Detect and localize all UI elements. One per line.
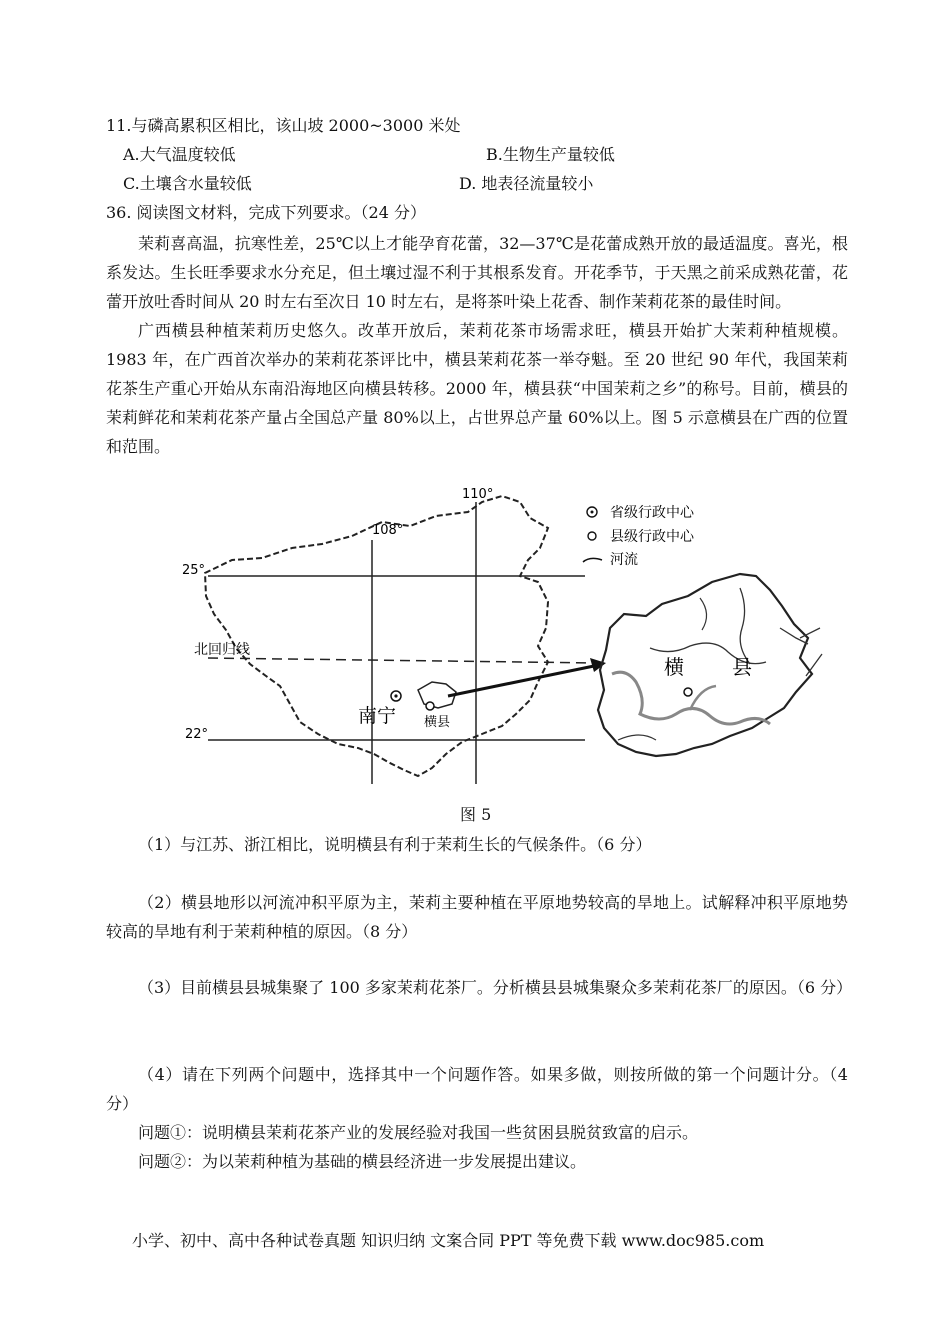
- inset-label-heng: 横: [664, 655, 684, 679]
- sub-question-2: （2）横县地形以河流冲积平原为主，茉莉主要种植在平原地势较高的旱地上。试解释冲积平原地势较高的旱地有利于茉莉种植的原因。（8 分）: [106, 893, 848, 941]
- q36-material: [106, 229, 848, 461]
- sub-question-4: （4）请在下列两个问题中，选择其中一个问题作答。如果多做，则按所做的第一个问题计分。（4 分） 问题①：说明横县茉莉花茶产业的发展经验对我国一些贫困县脱贫致富的启示。 问题②：为以茉莉种植为基础的横县经济进一步发展提出建议。: [106, 1060, 848, 1176]
- page-footer: 小学、初中、高中各种试卷真题 知识归纳 文案合同 PPT 等免费下载 www.doc985.com: [132, 1231, 765, 1250]
- q36-title: 36. 阅读图文材料，完成下列要求。（24 分）: [106, 203, 426, 222]
- inset-label-xian: 县: [732, 655, 752, 679]
- lat-25-label: 25°: [182, 563, 206, 578]
- q11-option-d: D. 地表径流量较小: [459, 174, 594, 193]
- material-paragraph-1: 茉莉喜高温，抗寒性差，25℃以上才能孕育花蕾，32—37℃是花蕾成熟开放的最适温度。喜光，根系发达。生长旺季要求水分充足，但土壤过湿不利于其根系发育。开花季节，于天黑之前采成熟花蕾，花蕾开放吐香时间从 20 时左右至次日 10 时左右，是将茶叶染上花香、制作茉莉花茶的最佳时间。: [106, 234, 848, 311]
- lon-110-label: 110°: [462, 487, 494, 502]
- figure-5-map: [0, 478, 950, 808]
- legend-provincial-label: 省级行政中心: [610, 505, 694, 521]
- nanning-label: 南宁: [358, 705, 397, 727]
- material-paragraph-2: 广西横县种植茉莉历史悠久。改革开放后，茉莉花茶市场需求旺，横县开始扩大茉莉种植规模。1983 年，在广西首次举办的茉莉花茶评比中，横县茉莉花茶一举夺魁。至 20 世纪 90 年代，我国茉莉花茶生产重心开始从东南沿海地区向横县转移。2000 年，横县获“中国茉莉之乡”的称号。目前，横县的茉莉鲜花和茉莉花茶产量占全国总产量 80%以上，占世界总产量 60%以上。图 5 示意横县在广西的位置和范围。: [106, 321, 848, 456]
- sub-question-4-option-2: 问题②：为以茉莉种植为基础的横县经济进一步发展提出建议。: [138, 1152, 587, 1171]
- legend-river-label: 河流: [610, 552, 638, 568]
- legend-county-label: 县级行政中心: [610, 529, 694, 545]
- inset-main-river: [612, 672, 770, 724]
- lat-22-label: 22°: [185, 727, 209, 742]
- tropic-label: 北回归线: [194, 642, 250, 658]
- inset-river-branch: [690, 686, 716, 710]
- sub-question-4-option-1: 问题①：说明横县茉莉花茶产业的发展经验对我国一些贫困县脱贫致富的启示。: [138, 1123, 699, 1142]
- figure-caption: 图 5: [460, 805, 492, 824]
- legend-county-icon: [588, 532, 596, 540]
- guangxi-border: [205, 496, 548, 776]
- q11-stem: 11.与磷高累积区相比，该山坡 2000~3000 米处: [106, 116, 461, 135]
- legend-river-icon: [583, 558, 602, 562]
- inset-county-outline: [598, 574, 812, 756]
- inset-county-seat-marker: [684, 688, 692, 696]
- q11-option-c: C.土壤含水量较低: [123, 174, 252, 193]
- tropic-line: [208, 658, 600, 663]
- q11-option-b: B.生物生产量较低: [486, 145, 615, 164]
- q11-option-a: A.大气温度较低: [123, 145, 236, 164]
- lon-108-label: 108°: [372, 523, 404, 538]
- pointer-arrow: [448, 666, 594, 696]
- hengxian-label: 横县: [424, 715, 451, 730]
- hengxian-marker: [426, 702, 434, 710]
- sub-question-3: （3）目前横县县城集聚了 100 多家茉莉花茶厂。分析横县县城集聚众多茉莉花茶厂的原因。（6 分）: [138, 978, 853, 997]
- sub-question-1: （1）与江苏、浙江相比，说明横县有利于茉莉生长的气候条件。（6 分）: [138, 835, 652, 854]
